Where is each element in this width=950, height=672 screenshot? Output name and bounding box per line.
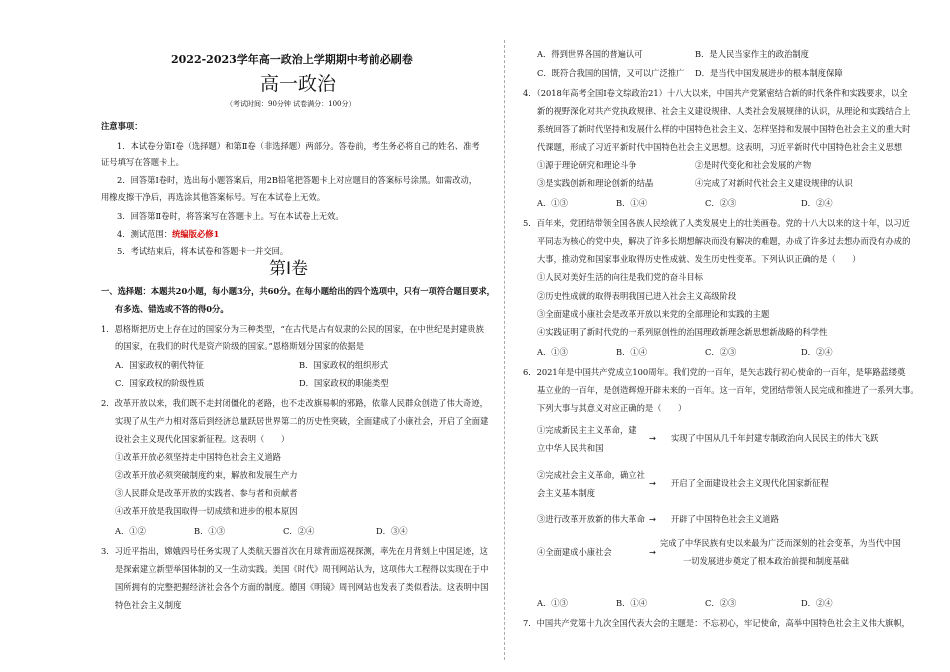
- note-2: 2．回答第Ⅰ卷时，选出每小题答案后，用2B铅笔把答题卡上对应题目的答案标号涂黑。如需改动，: [117, 175, 478, 185]
- q4-stem-cont: 新的视野深化对共产党执政规律、社会主义建设规律、人类社会发展规律的认识，从理论和实践结合上: [537, 106, 911, 116]
- q6-stem-cont: 基立业的一百年，是创造辉煌开辟未来的一百年。这一百年，党团结带领人民完成和推进了一系列大事。: [537, 385, 919, 395]
- q4-stem-cont3: 代课题，形成了习近平新时代中国特色社会主义思想。这表明，习近平新时代中国特色社会主义思想: [537, 142, 903, 152]
- q5-stem-cont2: 大事，推动党和国家事业取得历史性成就、发生历史性变革。下列认识正确的是（ ）: [537, 254, 861, 264]
- q2-option-a[interactable]: A．①②: [115, 526, 146, 536]
- q3-option-b[interactable]: B．是人民当家作主的政治制度: [695, 49, 809, 59]
- q3-option-d[interactable]: D．是当代中国发展进步的根本制度保障: [695, 68, 843, 78]
- q1-stem-cont: 的国家，在我们的时代是资产阶级的国家。”恩格斯划分国家的依据是: [115, 341, 365, 351]
- q1-option-a[interactable]: A．国家政权的朝代特征: [115, 360, 204, 370]
- q5-statement-3: ③全面建成小康社会是改革开放以来党的全部理论和实践的主题: [537, 309, 770, 319]
- note-1: 1．本试卷分第Ⅰ卷（选择题）和第Ⅱ卷（非选择题）两部分。答卷前，考生务必将自己的姓名、准考: [117, 141, 480, 151]
- q2-option-d[interactable]: D．③④: [376, 526, 408, 536]
- q6-stem: 6．2021年是中国共产党成立100周年。我们党的一百年，是矢志践行初心使命的一百年，是筚路蓝缕奠: [523, 367, 906, 377]
- q6-match-2-left: ②完成社会主义革命，确立社: [537, 470, 645, 480]
- q4-option-a[interactable]: A．①③: [537, 198, 568, 208]
- q2-statement-2: ②改革开放必须突破制度约束，解放和发展生产力: [115, 470, 298, 480]
- q6-option-c[interactable]: C．②③: [705, 598, 737, 608]
- q5-stem-cont: 平同志为核心的党中央，解决了许多长期想解决而没有解决的难题，办成了许多过去想办而没有办成的: [537, 236, 911, 246]
- notes-heading: 注意事项：: [101, 121, 143, 131]
- q5-statement-2: ②历史性成就的取得表明我国已进入社会主义高级阶段: [537, 291, 737, 301]
- section-instruction: 一、选择题：本题共20小题，每小题3分，共60分。在每小题给出的四个选项中，只有一项符合题目要求，: [101, 286, 495, 296]
- exam-title: 2022-2023学年高一政治上学期期中考前必刷卷: [171, 53, 413, 66]
- arrow-icon: →: [649, 478, 656, 488]
- q3-stem-cont2: 国所拥有的完整把握经济社会各个方面的制度。德国《明镜》周刊网站也发表了类似看法。这表明中国: [115, 582, 489, 592]
- q7-stem: 7．中国共产党第十九次全国代表大会的主题是：不忘初心，牢记使命，高举中国特色社会主义伟大旗帜，: [523, 618, 910, 628]
- q5-statement-4: ④实践证明了新时代党的一系列原创性的治国理政新理念新思想新战略的科学性: [537, 327, 828, 337]
- q2-statement-3: ③人民群众是改革开放的实践者、参与者和贡献者: [115, 488, 298, 498]
- q6-option-a[interactable]: A．①③: [537, 598, 568, 608]
- q2-option-c[interactable]: C．②④: [283, 526, 315, 536]
- q4-stem-cont2: 系统回答了新时代坚持和发展什么样的中国特色社会主义、怎样坚持和发展中国特色社会主义的重大时: [537, 124, 911, 134]
- q5-option-c[interactable]: C．②③: [705, 347, 737, 357]
- q5-option-d[interactable]: D．②④: [801, 347, 833, 357]
- q1-option-d[interactable]: D．国家政权的职能类型: [299, 378, 389, 388]
- section-title: 第Ⅰ卷: [269, 259, 309, 279]
- q6-match-1-right: 实现了中国从几千年封建专制政治向人民民主的伟大飞跃: [671, 433, 879, 443]
- subject-title: 高一政治: [260, 73, 337, 95]
- q4-statement-3: ③是实践创新和理论创新的结晶: [537, 178, 654, 188]
- q1-option-b[interactable]: B．国家政权的组织形式: [299, 360, 389, 370]
- q4-option-d[interactable]: D．②④: [801, 198, 833, 208]
- q2-statement-1: ①改革开放必须坚持走中国特色社会主义道路: [115, 452, 281, 462]
- q4-statement-1: ①源于理论研究和理论斗争: [537, 160, 637, 170]
- q4-option-c[interactable]: C．②③: [705, 198, 737, 208]
- q2-stem: 2．改革开放以来，我们既不走封闭僵化的老路，也不走改旗易帜的邪路，依靠人民群众创造了伟大奇迹，: [101, 398, 488, 408]
- q6-stem-cont2: 下列大事与其意义对应正确的是（ ）: [537, 403, 687, 413]
- q3-option-c[interactable]: C．既符合我国的国情，又可以广泛推广: [537, 68, 685, 78]
- q5-option-a[interactable]: A．①③: [537, 347, 568, 357]
- q4-statement-4: ④完成了对新时代社会主义建设规律的认识: [695, 178, 853, 188]
- q6-match-4-left: ④全面建成小康社会: [537, 547, 612, 557]
- column-divider: [504, 40, 505, 660]
- q6-match-2-right: 开启了全面建设社会主义现代化国家新征程: [671, 478, 829, 488]
- q2-option-b[interactable]: B．①③: [194, 526, 225, 536]
- q6-match-2-left-cont: 会主义基本制度: [537, 488, 596, 498]
- note-1-cont: 证号填写在答题卡上。: [101, 157, 184, 167]
- arrow-icon: →: [649, 514, 656, 524]
- q3-option-a[interactable]: A．得到世界各国的普遍认可: [537, 49, 643, 59]
- q2-stem-cont: 实现了从生产力相对落后到经济总量跃居世界第二的历史性突破，全面建成了小康社会，开启了全面建: [115, 416, 489, 426]
- q6-match-3-left: ③进行改革开放新的伟大革命: [537, 514, 645, 524]
- q1-option-c[interactable]: C．国家政权的阶级性质: [115, 378, 205, 388]
- q6-match-4-right-cont: 一切发展进步奠定了根本政治前提和制度基础: [683, 556, 849, 566]
- note-2-cont: 用橡皮擦干净后，再选涂其他答案标号。写在本试卷上无效。: [101, 192, 326, 202]
- q6-match-1-left: ①完成新民主主义革命，建: [537, 425, 637, 435]
- q6-match-1-left-cont: 立中华人民共和国: [537, 443, 604, 453]
- note-5: 5．考试结束后，将本试卷和答题卡一并交回。: [117, 246, 289, 256]
- q1-stem: 1．恩格斯把历史上存在过的国家分为三种类型，“在古代是占有奴隶的公民的国家，在中世纪是封建贵族: [101, 324, 484, 334]
- note-4: 4．测试范围：统编版必修1: [117, 229, 220, 239]
- q3-stem-cont3: 特色社会主义制度: [115, 600, 182, 610]
- q4-statement-2: ②是时代变化和社会发展的产物: [695, 160, 812, 170]
- q2-statement-4: ④改革开放是我国取得一切成绩和进步的根本原因: [115, 506, 298, 516]
- arrow-icon: →: [649, 433, 656, 443]
- arrow-icon: →: [649, 547, 656, 557]
- q6-match-3-right: 开辟了中国特色社会主义道路: [671, 514, 779, 524]
- q4-stem: 4．（2018年高考全国Ⅰ卷文综政治21）十八大以来，中国共产党紧密结合新的时代条件和实践要求，以全: [523, 88, 908, 98]
- q5-option-b[interactable]: B．①④: [616, 347, 647, 357]
- note-3: 3．回答第Ⅱ卷时，将答案写在答题卡上。写在本试卷上无效。: [117, 211, 344, 221]
- q5-statement-1: ①人民对美好生活的向往是我们党的奋斗目标: [537, 272, 703, 282]
- q3-stem: 3．习近平指出，嫦娥四号任务实现了人类航天器首次在月球背面巡视探测，率先在月背刻上中国足迹，这: [101, 546, 488, 556]
- q5-stem: 5．百年来，党团结带领全国各族人民绘就了人类发展史上的壮美画卷。党的十八大以来的这十年，以习近: [523, 218, 910, 228]
- exam-info: （考试时间：90分钟 试卷满分：100分）: [226, 100, 356, 108]
- q3-stem-cont: 是探索建立新型举国体制的又一生动实践。美国《时代》周刊网站认为，这项伟大工程得以实现在于中: [115, 564, 489, 574]
- q6-option-d[interactable]: D．②④: [801, 598, 833, 608]
- q6-match-4-right: 完成了中华民族有史以来最为广泛而深刻的社会变革，为当代中国: [660, 538, 901, 548]
- test-scope: 统编版必修1: [172, 229, 220, 239]
- section-instruction-cont: 有多选、错选或不答的得0分。: [115, 304, 229, 314]
- q6-option-b[interactable]: B．①④: [616, 598, 647, 608]
- q4-option-b[interactable]: B．①④: [616, 198, 647, 208]
- q2-stem-cont2: 设社会主义现代化国家新征程。这表明（ ）: [115, 434, 290, 444]
